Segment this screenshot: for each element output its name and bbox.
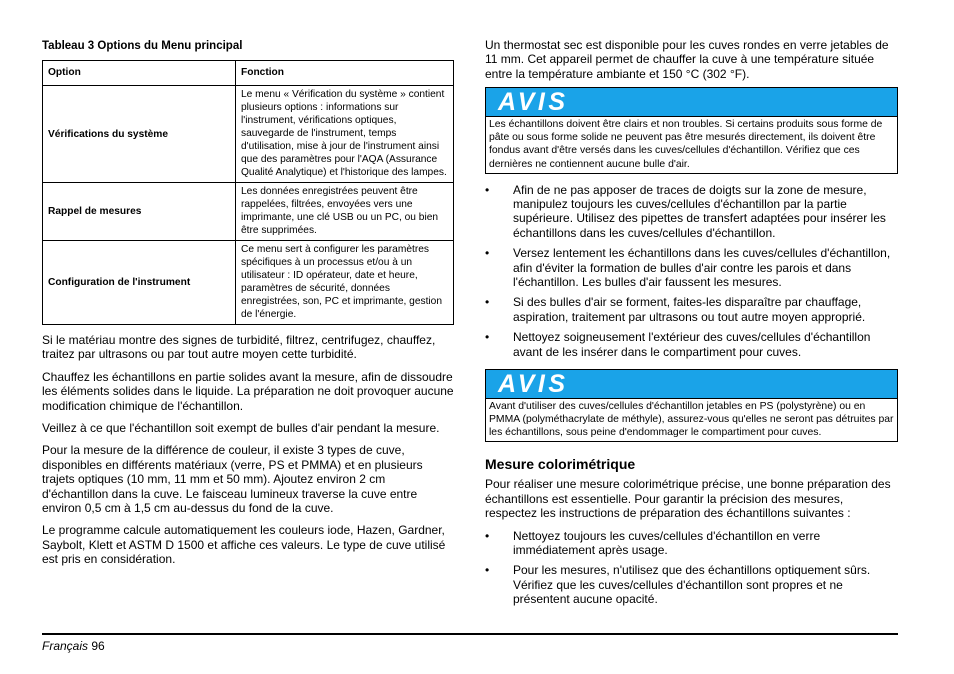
- paragraph-solids: Chauffez les échantillons en partie solides avant la mesure, afin de dissoudre les éléments solides dans le liquide. La préparation ne doit provoquer aucune modification chimique de l'échantillon.: [42, 369, 454, 413]
- header-option: Option: [43, 61, 236, 86]
- options-table: [42, 60, 454, 325]
- table-header-row: [43, 61, 454, 86]
- table-row: [43, 183, 454, 241]
- thermostat-paragraph: Un thermostat sec est disponible pour les cuves rondes en verre jetables de 11 mm. Cet appareil permet de chauffer la cuve à une température située entre la température ambiante et 150 °C (302 °F).: [485, 38, 889, 81]
- table-caption: Tableau 3 Options du Menu principal: [42, 40, 243, 52]
- row-function: Le menu « Vérification du système » contient plusieurs options : informations sur l'instrument, vérifications optiques, sauvegarde de l'instrument, temps d'utilisation, mise à jour de l'instrument ainsi que des paramètres pour l'AQA (Assurance Qualité Analytique) et l'historique des lampes.: [236, 86, 454, 183]
- section-title: Mesure colorimétrique: [485, 456, 636, 473]
- left-column: [42, 38, 454, 575]
- bullet: •: [485, 330, 490, 345]
- page-footer: [42, 639, 105, 653]
- colorimetric-list: [485, 529, 898, 607]
- avis-box: [485, 87, 898, 173]
- bullet: •: [485, 295, 490, 310]
- footer-page-number: 96: [91, 639, 105, 653]
- list-item: • Pour les mesures, n'utilisez que des échantillons optiquement sûrs. Vérifiez que les cuves/cellules d'échantillon sont propres et ne présentent aucune opacité.: [485, 563, 871, 607]
- table-row: [43, 241, 454, 325]
- row-option: Rappel de mesures: [43, 183, 236, 241]
- handling-list: [485, 183, 898, 359]
- list-item: • Afin de ne pas apposer de traces de doigts sur la zone de mesure, manipulez toujours les cuves/cellules d'échantillon par la partie supérieure. Utilisez des pipettes de transfert adaptées pour insérer les échantillons dans les cuves/cellules d'échantillon.: [485, 182, 886, 240]
- list-item: • Si des bulles d'air se forment, faites-les disparaître par chauffage, aspiration, traitement par ultrasons ou tout autre moyen approprié.: [485, 295, 866, 324]
- bullet: •: [485, 246, 490, 261]
- avis-title: AVIS: [486, 370, 897, 399]
- row-option: Vérifications du système: [43, 86, 236, 183]
- bullet: •: [485, 528, 490, 543]
- list-item: • Nettoyez toujours les cuves/cellules d'échantillon en verre immédiatement après usage.: [485, 528, 821, 557]
- list-item: • Versez lentement les échantillons dans les cuves/cellules d'échantillon, afin d'éviter la formation de bulles d'air contre les parois et dans l'échantillon. Les bulles d'air faussent les mesures.: [485, 246, 891, 290]
- avis-title: AVIS: [486, 88, 897, 117]
- paragraph-bubbles: Veillez à ce que l'échantillon soit exempt de bulles d'air pendant la mesure.: [42, 421, 440, 436]
- paragraph-turbidity: Si le matériau montre des signes de turbidité, filtrez, centrifugez, chauffez, traitez par ultrasons ou par tout autre moyen cette turbidité.: [42, 333, 436, 362]
- footer-language: Français: [42, 639, 89, 653]
- avis-text: Avant d'utiliser des cuves/cellules d'échantillon jetables en PS (polystyrène) ou en PMMA (polyméthacrylate de méthyle), assurez-vous qu'elles ne seront pas détruites par les échantillons, sous peine d'endommager le compartiment pour cuves.: [489, 401, 894, 439]
- section-intro: Pour réaliser une mesure colorimétrique précise, une bonne préparation des échantillons est essentielle. Pour garantir la précision des mesures, respectez les instructions de préparation des échantillons suivantes :: [485, 477, 891, 521]
- bullet: •: [485, 182, 490, 197]
- paragraph-cuve-types: Pour la mesure de la différence de couleur, il existe 3 types de cuve, disponibles en différents matériaux (verre, PS et PMMA) et en plusieurs trajets optiques (10 mm, 11 mm et 50 mm). Ajoutez environ 2 cm d'échantillon dans la cuve. Le faisceau lumineux traverse la cuve entre environ 0,5 cm à 1,5 cm au-dessus du fond de la cuve.: [42, 443, 423, 516]
- bullet: •: [485, 563, 490, 578]
- header-function: Fonction: [236, 61, 454, 86]
- avis-text: Les échantillons doivent être clairs et non troubles. Si certains produits sous forme de pâte ou sous forme solide ne peuvent pas être mesurés directement, ils doivent être fondus avant d'être versés dans les cuves/cellules d'échantillon. Vérifiez que ces dernières ne contiennent aucune bulle d'air.: [489, 119, 883, 170]
- paragraph-colors: Le programme calcule automatiquement les couleurs iode, Hazen, Gardner, Saybolt, Klett et ASTM D 1500 et affiche ces valeurs. Le type de cuve utilisé est pris en considération.: [42, 523, 446, 567]
- right-column: [485, 38, 898, 613]
- row-function: Ce menu sert à configurer les paramètres spécifiques à un processus et/ou à un utilisateur : ID opérateur, date et heure, paramètres de sécurité, données enregistrées, son, PC et imprimante, gestion de l'énergie.: [236, 241, 454, 325]
- row-option: Configuration de l'instrument: [43, 241, 236, 325]
- table-row: [43, 86, 454, 183]
- list-item: • Nettoyez soigneusement l'extérieur des cuves/cellules d'échantillon avant de les insérer dans le compartiment pour cuves.: [485, 330, 871, 359]
- avis-box: [485, 369, 898, 442]
- row-function: Les données enregistrées peuvent être rappelées, filtrées, envoyées vers une imprimante, une clé USB ou un PC, ou bien être supprimées.: [236, 183, 454, 241]
- footer-rule: [42, 633, 898, 635]
